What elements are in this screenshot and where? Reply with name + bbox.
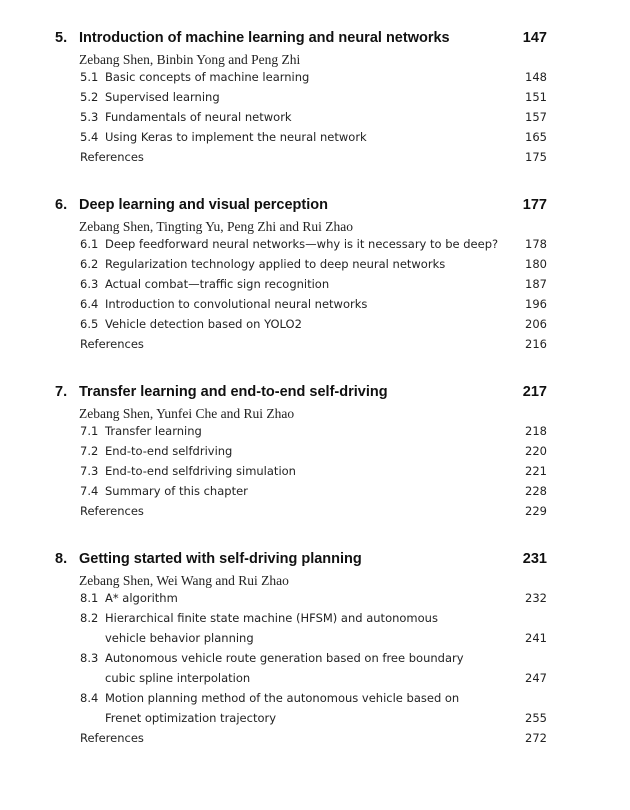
section-number: 5.1 — [80, 70, 99, 84]
section-number: 6.3 — [80, 277, 99, 291]
section-page: 255 — [525, 711, 547, 725]
section-title-line: Transfer learning — [105, 424, 202, 438]
section-title-line: Actual combat—traffic sign recognition — [105, 277, 330, 291]
chapter-number: 7. — [55, 384, 68, 400]
chapter-number: 5. — [55, 30, 68, 46]
section-number: 6.5 — [80, 317, 99, 331]
chapter-authors: Zebang Shen, Tingting Yu, Peng Zhi and Rui Zhao — [79, 219, 353, 234]
references-entry[interactable] — [55, 501, 547, 521]
section-list — [55, 588, 547, 748]
section-number: 8.1 — [80, 591, 99, 605]
references-page: 175 — [525, 150, 547, 164]
section-entry[interactable] — [55, 107, 547, 127]
chapter-entry — [55, 28, 547, 167]
references-entry[interactable] — [55, 728, 547, 748]
references-page: 272 — [525, 731, 547, 745]
section-title-line: Fundamentals of neural network — [105, 110, 292, 124]
section-page: 165 — [525, 130, 547, 144]
chapter-title-row[interactable] — [55, 195, 547, 215]
chapter-authors: Zebang Shen, Binbin Yong and Peng Zhi — [79, 52, 301, 67]
references-label: References — [80, 731, 144, 745]
section-title-line: Basic concepts of machine learning — [105, 70, 310, 84]
section-page: 157 — [525, 110, 547, 124]
section-entry[interactable] — [55, 314, 547, 334]
section-list — [55, 234, 547, 354]
chapter-number: 6. — [55, 197, 68, 213]
section-number: 6.2 — [80, 257, 99, 271]
chapter-title-row[interactable] — [55, 549, 547, 569]
section-number: 8.4 — [80, 691, 99, 705]
references-label: References — [80, 504, 144, 518]
section-number: 5.2 — [80, 90, 99, 104]
section-page: 148 — [525, 70, 547, 84]
section-list — [55, 67, 547, 167]
section-page: 228 — [525, 484, 547, 498]
references-page: 229 — [525, 504, 547, 518]
section-number: 5.3 — [80, 110, 99, 124]
section-entry[interactable] — [55, 87, 547, 107]
section-entry[interactable] — [55, 688, 547, 728]
chapter-entry — [55, 549, 547, 748]
section-title-line: Autonomous vehicle route generation based on free boundary — [105, 651, 464, 665]
section-entry[interactable] — [55, 294, 547, 314]
section-number: 7.4 — [80, 484, 99, 498]
section-page: 187 — [525, 277, 547, 291]
section-page: 151 — [525, 90, 547, 104]
chapter-title: Getting started with self-driving planning — [79, 551, 362, 567]
section-page: 221 — [525, 464, 547, 478]
references-label: References — [80, 150, 144, 164]
chapter-entry — [55, 382, 547, 521]
section-number: 6.1 — [80, 237, 99, 251]
section-number: 5.4 — [80, 130, 99, 144]
section-title-line: Supervised learning — [105, 90, 220, 104]
section-title-line: Frenet optimization trajectory — [105, 711, 277, 725]
section-page: 232 — [525, 591, 547, 605]
chapter-page: 217 — [522, 384, 547, 400]
section-entry[interactable] — [55, 234, 547, 254]
section-page: 241 — [525, 631, 547, 645]
section-page: 218 — [525, 424, 547, 438]
section-entry[interactable] — [55, 274, 547, 294]
section-number: 7.1 — [80, 424, 99, 438]
section-number: 8.3 — [80, 651, 99, 665]
section-title-line: Deep feedforward neural networks—why is it necessary to be deep? — [105, 237, 499, 251]
section-title-line: Regularization technology applied to deep neural networks — [105, 257, 446, 271]
section-number: 6.4 — [80, 297, 99, 311]
section-title-line: Summary of this chapter — [105, 484, 248, 498]
section-number: 7.3 — [80, 464, 99, 478]
chapter-page: 177 — [522, 197, 547, 213]
section-title-line: A* algorithm — [105, 591, 178, 605]
section-page: 196 — [525, 297, 547, 311]
section-entry[interactable] — [55, 254, 547, 274]
section-number: 7.2 — [80, 444, 99, 458]
chapter-title-row[interactable] — [55, 382, 547, 402]
references-label: References — [80, 337, 144, 351]
section-page: 220 — [525, 444, 547, 458]
section-page: 178 — [525, 237, 547, 251]
section-list — [55, 421, 547, 521]
chapter-title: Introduction of machine learning and neural networks — [79, 30, 450, 46]
chapter-page: 231 — [522, 551, 547, 567]
section-title-line: Using Keras to implement the neural network — [105, 130, 367, 144]
chapter-entry — [55, 195, 547, 354]
section-entry[interactable] — [55, 588, 547, 608]
section-page: 247 — [525, 671, 547, 685]
section-entry[interactable] — [55, 481, 547, 501]
references-entry[interactable] — [55, 147, 547, 167]
section-page: 180 — [525, 257, 547, 271]
chapter-number: 8. — [55, 551, 68, 567]
chapter-authors: Zebang Shen, Yunfei Che and Rui Zhao — [79, 406, 295, 421]
section-title-line: End-to-end selfdriving — [105, 444, 233, 458]
section-title-line: Hierarchical finite state machine (HFSM) and autonomous — [105, 611, 438, 625]
section-entry[interactable] — [55, 441, 547, 461]
chapter-authors: Zebang Shen, Wei Wang and Rui Zhao — [79, 573, 289, 588]
section-entry[interactable] — [55, 421, 547, 441]
section-entry[interactable] — [55, 127, 547, 147]
section-title-line: Vehicle detection based on YOLO2 — [105, 317, 302, 331]
section-number: 8.2 — [80, 611, 99, 625]
section-entry[interactable] — [55, 67, 547, 87]
section-title-line: vehicle behavior planning — [105, 631, 254, 645]
references-entry[interactable] — [55, 334, 547, 354]
chapter-title: Transfer learning and end-to-end self-driving — [79, 384, 388, 400]
section-title-line: Introduction to convolutional neural networks — [105, 297, 368, 311]
chapter-title: Deep learning and visual perception — [79, 197, 328, 213]
section-title-line: cubic spline interpolation — [105, 671, 251, 685]
chapter-page: 147 — [522, 30, 547, 46]
section-page: 206 — [525, 317, 547, 331]
section-entry[interactable] — [55, 608, 547, 648]
chapter-title-row[interactable] — [55, 28, 547, 48]
section-entry[interactable] — [55, 461, 547, 481]
references-page: 216 — [525, 337, 547, 351]
section-entry[interactable] — [55, 648, 547, 688]
section-title-line: Motion planning method of the autonomous vehicle based on — [105, 691, 460, 705]
section-title-line: End-to-end selfdriving simulation — [105, 464, 296, 478]
